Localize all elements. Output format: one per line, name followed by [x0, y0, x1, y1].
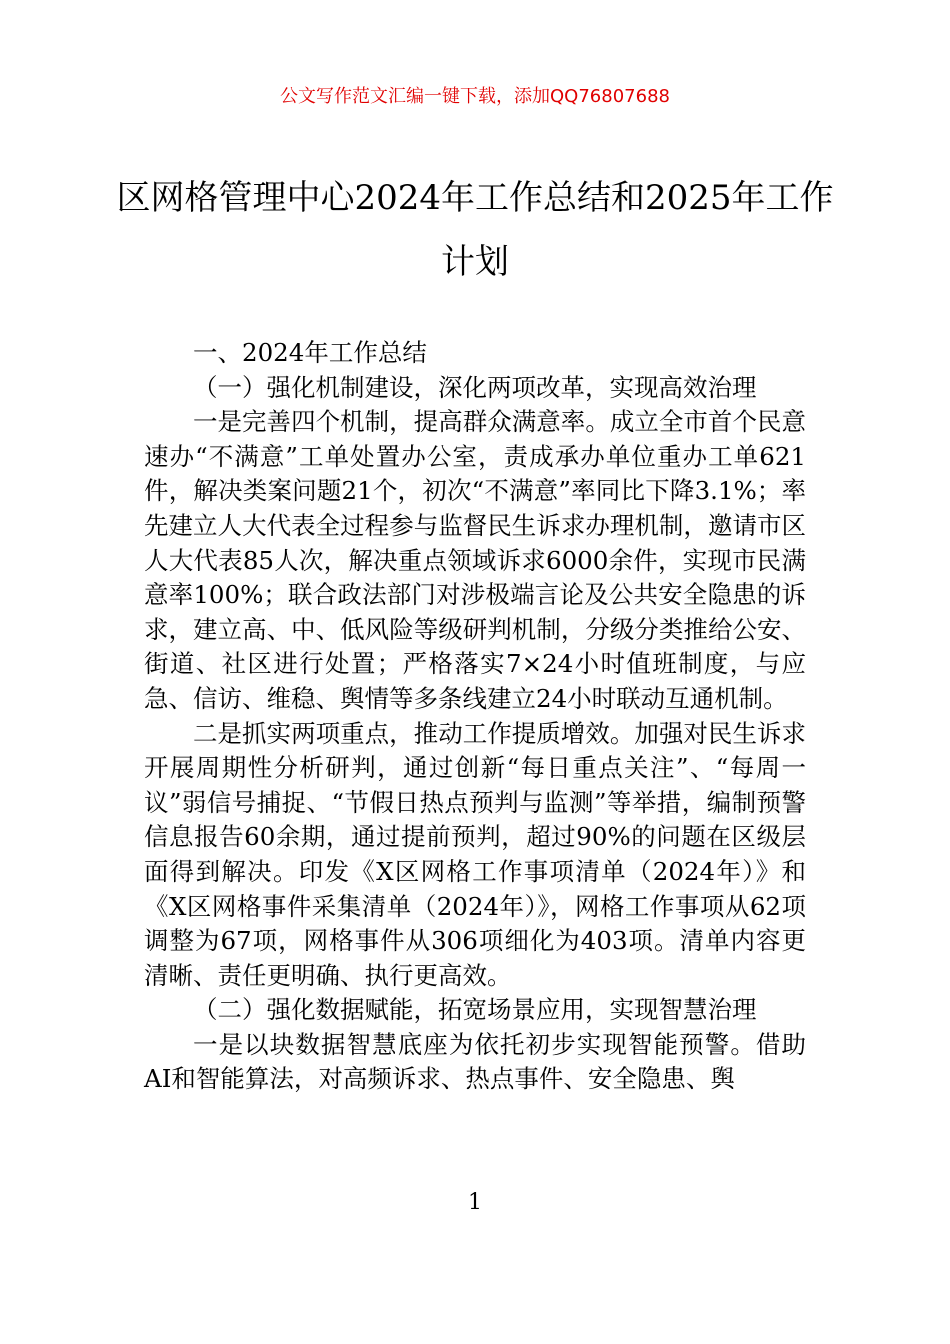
subsection-heading: （二）强化数据赋能，拓宽场景应用，实现智慧治理	[193, 995, 757, 1025]
page-number: 1	[468, 1190, 482, 1215]
subsection-heading: （一）强化机制建设，深化两项改革，实现高效治理	[193, 372, 757, 402]
paragraph: 一是以块数据智慧底座为依托初步实现智能预警。借助AI和智能算法，对高频诉求、热点事件、安全隐患、舆	[144, 1029, 806, 1094]
document-body	[144, 336, 806, 1097]
download-banner: 公文写作范文汇编一键下载，添加QQ76807688	[280, 86, 670, 107]
paragraph: 一是完善四个机制，提高群众满意率。成立全市首个民意速办“不满意”工单处置办公室，责成承办单位重办工单621件，解决类案问题21个，初次“不满意”率同比下降3.1%；率先建立人大代表全过程参与监督民生诉求办理机制，邀请市区人大代表85人次，解决重点领域诉求6000余件，实现市民满意率100%；联合政法部门对涉极端言论及公共安全隐患的诉求，建立高、中、低风险等级研判机制，分级分类推给公安、街道、社区进行处置；严格落实7×24小时值班制度，与应急、信访、维稳、舆情等多条线建立24小时联动互通机制。	[144, 407, 806, 713]
section-heading: 一、2024年工作总结	[193, 338, 427, 367]
document-title: 区网格管理中心2024年工作总结和2025年工作计划	[116, 178, 834, 282]
paragraph: 二是抓实两项重点，推动工作提质增效。加强对民生诉求开展周期性分析研判，通过创新“每日重点关注”、“每周一议”弱信号捕捉、“节假日热点预判与监测”等举措，编制预警信息报告60余期，通过提前预判，超过90%的问题在区级层面得到解决。印发《X区网格工作事项清单（2024年）》和《X区网格事件采集清单（2024年）》，网格工作事项从62项调整为67项，网格事件从306项细化为403项。清单内容更清晰、责任更明确、执行更高效。	[144, 718, 806, 990]
